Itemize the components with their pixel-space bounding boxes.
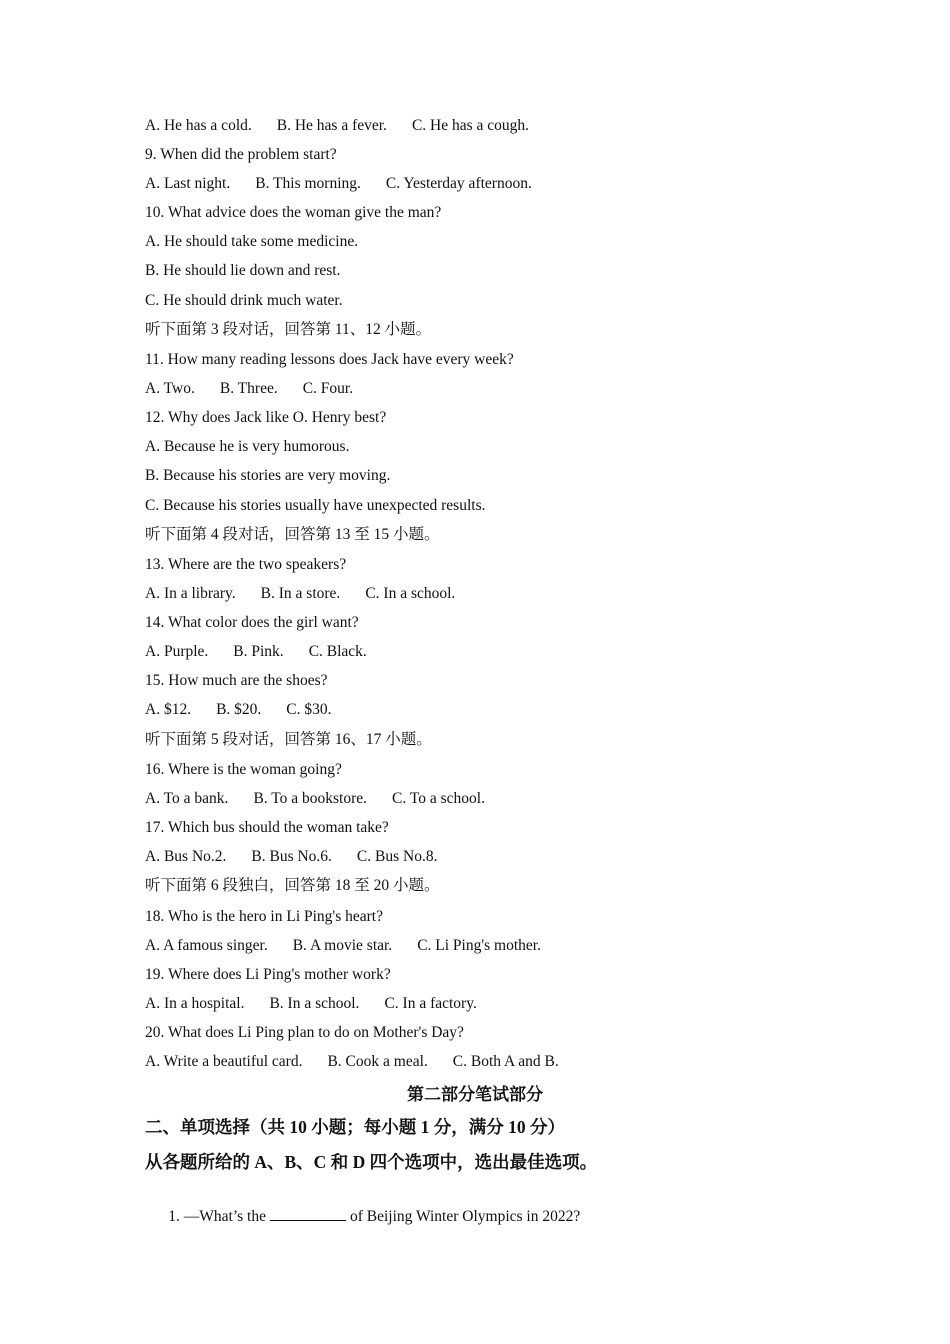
question-1-stem-start: 1. —What’s the [168,1208,266,1226]
section-instruction-line: 听下面第 6 段独白，回答第 18 至 20 小题。 [145,877,440,895]
option-text: C. In a factory. [384,995,477,1012]
option-text: A. In a hospital. [145,995,245,1012]
options-row [145,172,845,201]
document-content [145,114,845,1226]
option-text: B. In a store. [260,585,341,603]
question-line: 14. What color does the girl want? [145,614,359,632]
section-instruction-line: 听下面第 3 段对话，回答第 11、12 小题。 [145,320,432,338]
question-line: 19. Where does Li Ping's mother work? [145,965,391,983]
option-text: B. Three. [219,380,278,398]
options-row [145,114,845,143]
option-text: B. To a bookstore. [253,790,368,808]
option-text: B. He has a fever. [276,117,387,134]
section-instruction: 从各题所给的 A、B、C 和 D 四个选项中，选出最佳选项。 [145,1152,598,1173]
answer-blank [270,1205,346,1221]
option-text: A. Write a beautiful card. [145,1053,303,1071]
option-text: A. Bus No.2. [145,848,227,866]
option-text: B. This morning. [255,175,361,193]
question-line: 17. Which bus should the woman take? [145,819,389,837]
option-text: A. Last night. [145,175,231,193]
option-text: B. Cook a meal. [327,1053,428,1071]
option-text: C. Both A and B. [452,1053,559,1071]
question-line: 11. How many reading lessons does Jack have every week? [145,351,514,369]
options-row [145,787,845,816]
question-line: 18. Who is the hero in Li Ping's heart? [145,907,383,925]
option-text: C. $30. [286,701,332,719]
question-line: B. He should lie down and rest. [145,262,341,280]
question-line: C. Because his stories usually have unexpected results. [145,496,486,514]
question-line: 20. What does Li Ping plan to do on Mother's Day? [145,1024,464,1042]
option-text: A. $12. [145,701,192,719]
listening-questions [145,114,845,1079]
question-line: 10. What advice does the woman give the man? [145,204,442,222]
option-text: C. He has a cough. [411,117,530,134]
option-text: C. Four. [302,380,354,398]
options-row [145,698,845,727]
option-text: B. $20. [216,701,262,719]
options-row [145,845,845,874]
question-1 [145,1181,845,1226]
question-line: C. He should drink much water. [145,291,343,309]
question-line: A. He should take some medicine. [145,233,359,251]
option-text: C. Li Ping's mother. [417,936,541,954]
option-text: A. He has a cold. [145,117,252,134]
option-text: A. A famous singer. [145,936,268,954]
section-instruction-line: 听下面第 5 段对话，回答第 16、17 小题。 [145,730,432,748]
section-instruction-line: 听下面第 4 段对话，回答第 13 至 15 小题。 [145,525,440,543]
option-text: B. In a school. [269,995,360,1012]
option-text: B. A movie star. [292,936,393,954]
options-row [145,640,845,669]
options-row [145,582,845,611]
option-text: C. Bus No.8. [356,848,438,866]
question-line: 16. Where is the woman going? [145,760,342,778]
option-text: C. To a school. [392,790,485,808]
option-text: A. In a library. [145,585,236,603]
question-1-stem-end: of Beijing Winter Olympics in 2022? [349,1208,581,1226]
option-text: C. In a school. [365,585,456,603]
question-line: B. Because his stories are very moving. [145,467,391,485]
question-line: 12. Why does Jack like O. Henry best? [145,409,387,427]
option-text: C. Yesterday afternoon. [385,175,532,193]
option-text: A. Purple. [145,643,209,661]
options-row [145,992,845,1021]
question-line: 13. Where are the two speakers? [145,556,347,573]
part-two-title: 第二部分笔试部分 [407,1085,543,1105]
options-row [145,934,845,963]
options-row [145,1050,845,1079]
question-line: A. Because he is very humorous. [145,438,350,456]
question-line: 9. When did the problem start? [145,146,337,164]
option-text: A. Two. [145,380,195,398]
question-line: 15. How much are the shoes? [145,672,328,690]
option-text: B. Bus No.6. [251,848,332,866]
option-text: A. To a bank. [145,790,229,808]
option-text: C. Black. [308,643,367,661]
option-text: B. Pink. [233,643,284,661]
section-heading: 二、单项选择（共 10 小题；每小题 1 分，满分 10 分） [145,1117,565,1138]
options-row [145,377,845,406]
